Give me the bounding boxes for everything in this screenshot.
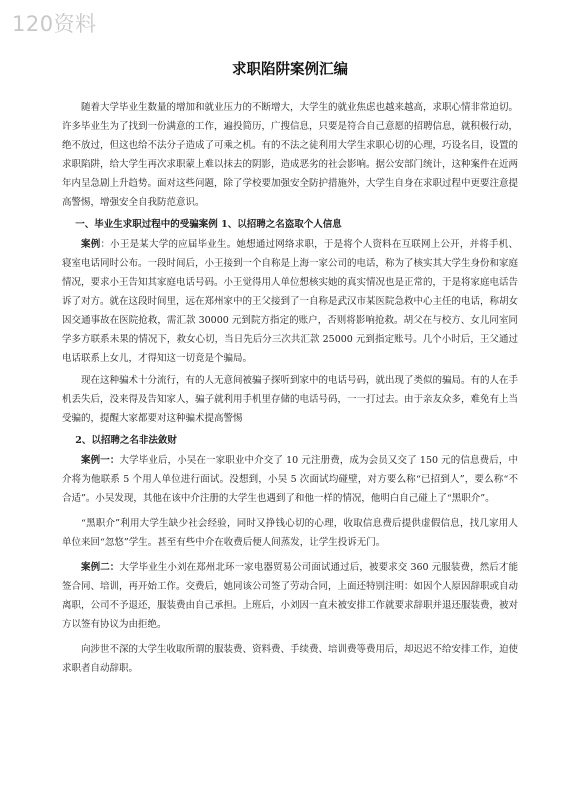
case-1-paragraph	[62, 235, 518, 368]
case-a-comment: “黑职介”利用大学生缺少社会经验，同时又挣钱心切的心理，收取信息费后提供虚假信息，找几家用人单位来回“忽悠”学生。甚至有些中介在收费后便人间蒸发，让学生投诉无门。	[62, 518, 518, 548]
document-page	[62, 58, 518, 681]
case-1-label: 案例	[81, 239, 101, 250]
document-title: 求职陷阱案例汇编	[232, 61, 348, 78]
case-a-label: 案例一：	[81, 455, 120, 466]
section-2-heading: 2、以招聘之名非法敛财	[75, 435, 177, 446]
case-b-comment: 向涉世不深的大学生收取所谓的服装费、资料费、手续费、培训费等费用后，却迟迟不给安排工作，迫使求职者自动辞职。	[62, 644, 519, 674]
case-b-paragraph	[62, 558, 518, 634]
case-b-label: 案例二：	[81, 562, 120, 573]
case-1-text: ：小王是某大学的应届毕业生。她想通过网络求职，于是将个人资料在互联网上公开，并将手机、寝室电话同时公布。一段时间后，小王接到一个自称是上海一家公司的电话，称为了核实其大学生身份和家庭情况，要求小王告知其家庭电话号码。小王觉得用人单位想核实她的真实情况也是正常的，于是将家庭电话告诉了对方。就在这段时间里，远在郑州家中的王父接到了一自称是武汉市某医院急救中心主任的电话，称胡女因交通事故在医院抢救，需汇款 30000 元到院方指定的账户，否则将影响抢救。胡父在与校方、女儿同室同学多方联系未果的情况下，救女心切，当日先后分三次共汇款 25000 元到指定账号。几个小时后，王父通过电话联系上女儿，才得知这一切竟是个骗局。	[62, 239, 519, 364]
watermark: 120资料	[12, 12, 97, 36]
section-1-heading: 一、毕业生求职过程中的受骗案例 1、以招聘之名盗取个人信息	[75, 219, 342, 230]
case-a-paragraph	[62, 451, 518, 508]
case-a-text: 大学毕业后，小吴在一家职业中介交了 10 元注册费，成为会员又交了 150 元的信息费后，中介将为他联系 5 个用人单位进行面试。没想到，小吴 5 次面试均碰壁，对方要么称“已招到人”，要么称“不合适”。小吴发现，其他在该中介注册的大学生也遇到了和他一样的情况，他明白自己碰上了“黑职介”。	[62, 455, 518, 504]
intro-paragraph: 随着大学毕业生数量的增加和就业压力的不断增大，大学生的就业焦虑也越来越高，求职心情非常迫切。许多毕业生为了找到一份满意的工作，遍投简历，广搜信息，只要是符合自己意愿的招聘信息，就积极行动，绝不放过，但这也给不法分子造成了可乘之机。有的不法之徒利用大学生求职心切的心理，巧设名目，设置的求职陷阱，给大学生再次求职蒙上难以抹去的阴影，造成恶劣的社会影响。据公安部门统计，这种案件在近两年内呈急剧上升趋势。面对这些问题，除了学校要加强安全防护措施外，大学生自身在求职过程中更要注意提高警惕，增强安全自我防范意识。	[62, 102, 519, 208]
case-1-comment: 现在这种骗术十分流行，有的人无意间被骗子探听到家中的电话号码，就出现了类似的骗局。有的人在手机丢失后，没来得及告知家人，骗子就利用手机里存储的电话号码，一一打过去。由于亲友众多，难免有上当受骗的，提醒大家都要对这种骗术提高警惕	[62, 375, 519, 424]
case-b-text: 大学毕业生小刘在郑州北环一家电器贸易公司面试通过后，被要求交 360 元服装费，然后才能签合同、培训，再开始工作。交费后，她同该公司签了劳动合同，上面还特别注明：如因个人原因辞职或自动离职，公司不予退还，服装费由自己承担。上班后，小刘因一直未被安排工作就要求辞职并退还服装费，被对方以签有协议为由拒绝。	[62, 562, 519, 630]
